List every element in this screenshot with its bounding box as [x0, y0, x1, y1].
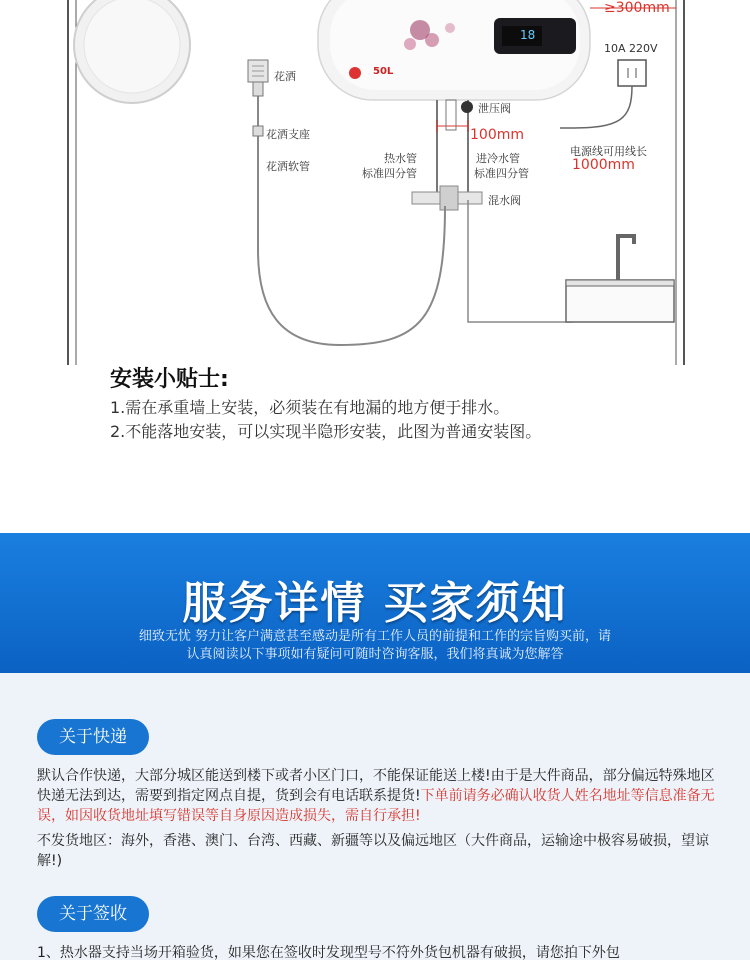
- installation-drawing: [0, 0, 750, 370]
- min-distance-label: ≥300mm: [604, 0, 670, 16]
- faucet-icon: [618, 236, 634, 280]
- installation-diagram: [0, 0, 750, 392]
- tips-line-2: 2.不能落地安装，可以实现半隐形安装，此图为普通安装图。: [110, 422, 542, 441]
- banner-title: 服务详情 买家须知: [182, 578, 568, 629]
- service-banner: [0, 533, 750, 673]
- hot-pipe-spec-label: 标准四分管: [362, 167, 417, 180]
- delivery-warning: 下单前请务必确认收货人姓名地址等信息准备无误，如因收货地址填写错误等自身原因造成损失，需自行承担!: [37, 788, 715, 824]
- power-socket-icon: [618, 60, 646, 86]
- banner-subtitle: [100, 628, 650, 664]
- shower-label: 花洒: [274, 70, 296, 83]
- cold-pipe-spec-label: 标准四分管: [474, 167, 529, 180]
- tips-line-1: 1.需在承重墙上安装，必须装在有地漏的地方便于排水。: [110, 398, 510, 417]
- delivery-text: 默认合作快递，大部分城区能送到楼下或者小区门口，不能保证能送上楼!由于是大件商品，部分偏远特殊地区快递无法到达，需要到指定网点自提，货到会有电话联系提货!: [37, 768, 715, 804]
- signing-heading: 关于签收: [37, 896, 149, 932]
- banner-subtitle-line-1: 细致无忧 努力让客户满意甚至感动是所有工作人员的前提和工作的宗旨购买前，请: [138, 629, 612, 644]
- signing-paragraph: 1、热水器支持当场开箱验货，如果您在签收时发现型号不符外货包机器有破损，请您拍下外包: [37, 945, 620, 960]
- shower-hose-label: 花洒软管: [266, 160, 310, 173]
- tips-list: [110, 396, 730, 444]
- heater-display: 18: [520, 28, 536, 42]
- hot-pipe-label: 热水管: [384, 152, 417, 165]
- no-ship-paragraph: 不发货地区：海外，香港、澳门、台湾、西藏、新疆等以及偏远地区（大件商品，运输途中极容易破损，望谅解!): [37, 833, 709, 869]
- shower-holder-icon: [253, 126, 263, 136]
- gap-label: 100mm: [470, 127, 524, 143]
- cold-pipe-label: 进冷水管: [476, 152, 520, 165]
- mix-valve-label: 混水阀: [488, 194, 521, 207]
- shower-holder-label: 花洒支座: [266, 128, 310, 141]
- heater-badge: 50L: [373, 66, 394, 77]
- relief-valve-label: 泄压阀: [478, 102, 511, 115]
- cable-length-label: 1000mm: [572, 157, 635, 173]
- cable-label: 电源线可用线长: [570, 145, 647, 158]
- banner-subtitle-line-2: 认真阅读以下事项如有疑问可随时咨询客服，我们将真诚为您解答: [186, 647, 564, 662]
- tips-title: 安装小贴士:: [110, 367, 229, 392]
- delivery-heading: 关于快递: [37, 719, 149, 755]
- power-rating-label: 10A 220V: [604, 42, 658, 55]
- notice-section: [0, 673, 750, 960]
- delivery-paragraph: [37, 766, 717, 826]
